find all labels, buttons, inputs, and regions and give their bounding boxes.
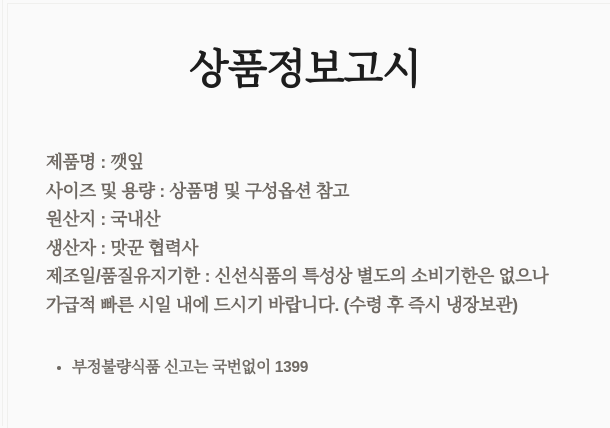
- notice-item: [57, 357, 610, 379]
- product-info-line: 제품명 : 깻잎: [46, 152, 144, 173]
- product-info-line: 생산자 : 맛꾼 협력사: [46, 237, 199, 258]
- product-info-line: 사이즈 및 용량 : 상품명 및 구성옵션 참고: [46, 180, 350, 201]
- notice-list: [0, 357, 610, 379]
- notice-text: 부정불량식품 신고는 국번없이 1399: [72, 359, 309, 377]
- bullet-dot-icon: [57, 366, 61, 370]
- product-info-list: [0, 148, 610, 319]
- product-info-line: 제조일/품질유지기한 : 신선식품의 특성상 별도의 소비기한은 없으나 가급적 빠른 시일 내에 드시기 바랍니다. (수령 후 즉시 냉장보관): [46, 266, 549, 315]
- page-left-edge-line: [2, 0, 3, 426]
- product-info-line: 원산지 : 국내산: [46, 209, 161, 230]
- page-title: 상품정보고시: [189, 46, 421, 92]
